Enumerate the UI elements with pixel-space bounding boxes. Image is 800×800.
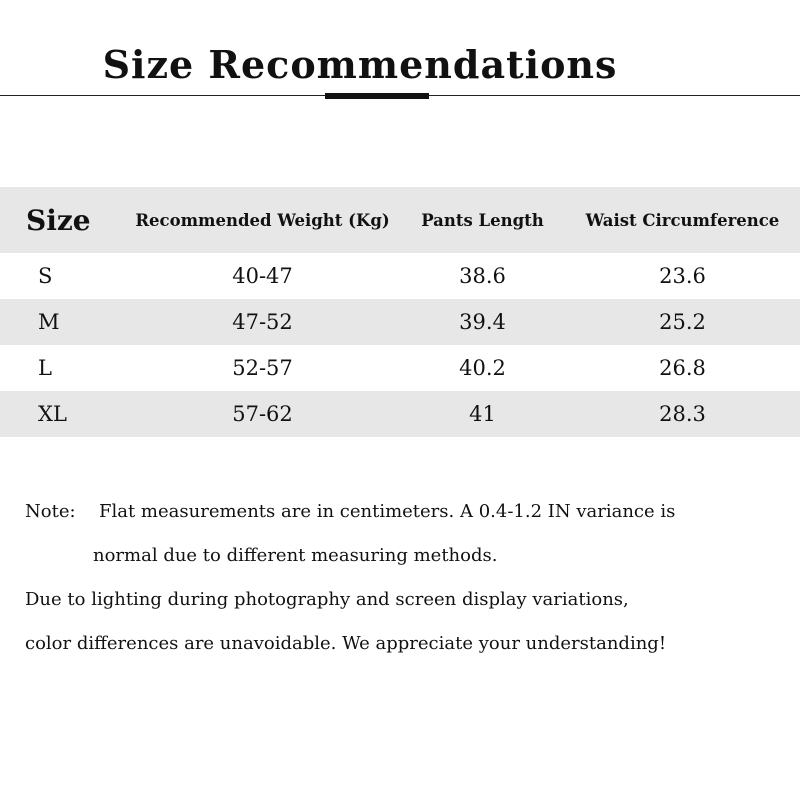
row-weight-text: 40-47: [232, 264, 293, 288]
table-row: [0, 391, 800, 437]
row-weight: [125, 345, 400, 391]
note-line-2: normal due to different measuring methods.: [93, 545, 498, 566]
row-waist-text: 23.6: [659, 264, 706, 288]
row-waist: [570, 253, 795, 299]
header-pants-length: [400, 187, 565, 253]
note-line-3: Due to lighting during photography and screen display variations,: [25, 589, 629, 610]
header-waist-text: Waist Circumference: [585, 210, 780, 230]
table-row: [0, 299, 800, 345]
row-weight-text: 47-52: [232, 310, 293, 334]
row-weight: [125, 391, 400, 437]
row-size: XL: [38, 402, 67, 426]
header-weight: [125, 187, 400, 253]
size-table: [0, 187, 800, 437]
row-pants-length: [400, 345, 565, 391]
table-row: [0, 345, 800, 391]
row-waist: [570, 391, 795, 437]
header-pants-length-text: Pants Length: [421, 210, 544, 230]
row-pants-length-text: 39.4: [459, 310, 506, 334]
row-pants-length-text: 41: [469, 402, 496, 426]
row-pants-length-text: 38.6: [459, 264, 506, 288]
row-size: M: [38, 310, 60, 334]
row-waist-text: 25.2: [659, 310, 706, 334]
table-row: [0, 253, 800, 299]
row-pants-length: [400, 299, 565, 345]
row-weight: [125, 299, 400, 345]
row-waist: [570, 345, 795, 391]
note-line-1: [25, 490, 785, 534]
header-size: Size: [26, 203, 91, 237]
notes-section: [25, 490, 785, 666]
note-line-1-text: Flat measurements are in centimeters. A 0.4-1.2 IN variance is: [99, 501, 676, 522]
note-line-4: color differences are unavoidable. We appreciate your understanding!: [25, 633, 667, 654]
row-waist-text: 28.3: [659, 402, 706, 426]
row-waist-text: 26.8: [659, 356, 706, 380]
row-weight: [125, 253, 400, 299]
row-weight-text: 52-57: [232, 356, 293, 380]
row-waist: [570, 299, 795, 345]
title-divider-accent: [325, 93, 429, 99]
page-title: Size Recommendations: [102, 42, 618, 87]
table-header-row: [0, 187, 800, 253]
row-size: S: [38, 264, 53, 288]
row-pants-length: [400, 253, 565, 299]
row-pants-length-text: 40.2: [459, 356, 506, 380]
note-label: Note:: [25, 501, 76, 522]
row-weight-text: 57-62: [232, 402, 293, 426]
row-pants-length: [400, 391, 565, 437]
row-size: L: [38, 356, 52, 380]
header-weight-text: Recommended Weight (Kg): [135, 210, 390, 230]
header-waist: [570, 187, 795, 253]
